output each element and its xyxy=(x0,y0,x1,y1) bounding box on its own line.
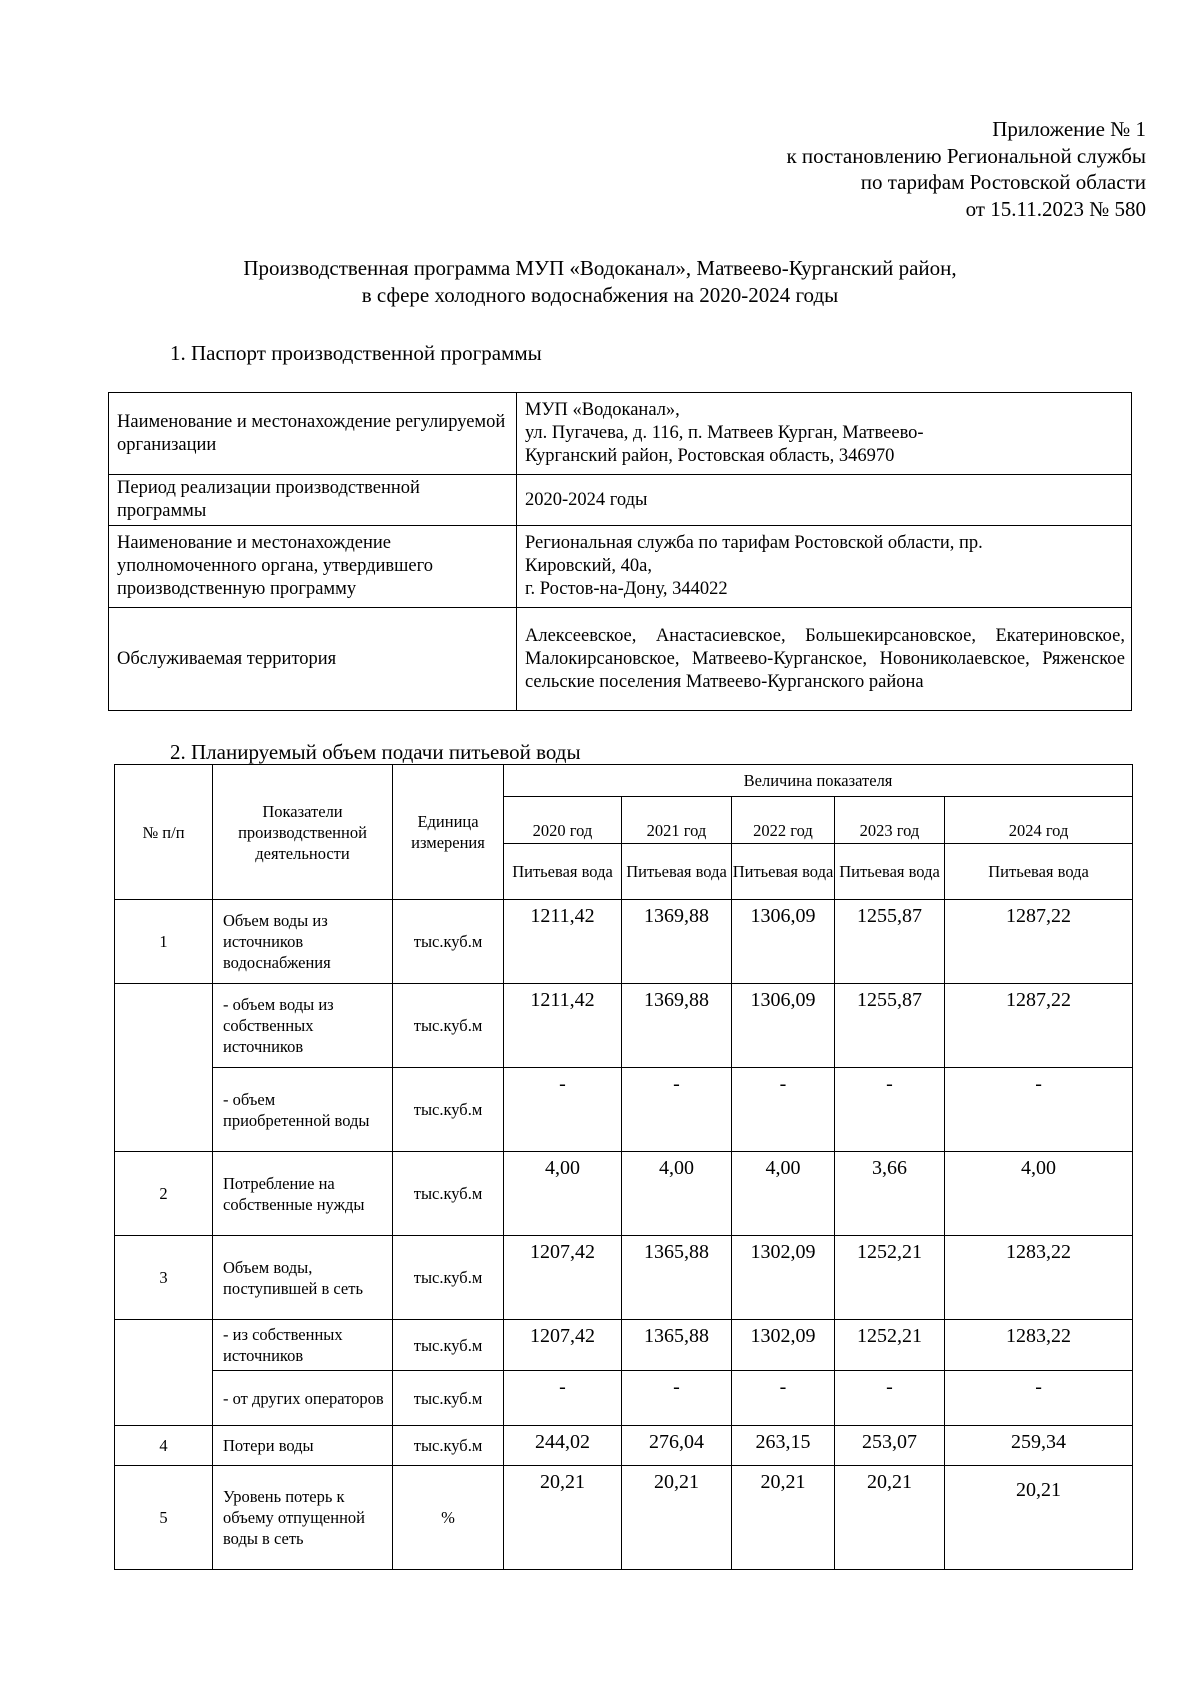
row-value: - xyxy=(835,1068,945,1152)
passport-value-line: Кировский, 40а, xyxy=(525,556,652,576)
passport-value-line: Региональная служба по тарифам Ростовской области, пр. xyxy=(525,533,983,553)
passport-value xyxy=(517,526,1132,608)
section2-heading: 2. Планируемый объем подачи питьевой воды xyxy=(170,740,581,764)
passport-value-line: 2020-2024 годы xyxy=(525,489,648,510)
passport-label: Наименование и местонахождение регулируемой организации xyxy=(109,393,517,475)
row-indicator: - от других операторов xyxy=(213,1371,393,1426)
table-row xyxy=(115,1320,1133,1371)
row-num xyxy=(115,984,213,1068)
row-num xyxy=(115,1068,213,1152)
row-value: 4,00 xyxy=(622,1152,732,1236)
row-indicator: - из собственных источников xyxy=(213,1320,393,1371)
row-value: - xyxy=(835,1371,945,1426)
row-num: 1 xyxy=(115,900,213,984)
row-unit: тыс.куб.м xyxy=(393,984,504,1068)
row-unit: тыс.куб.м xyxy=(393,1320,504,1371)
row-value: 20,21 xyxy=(732,1466,835,1570)
row-value: 244,02 xyxy=(504,1426,622,1466)
row-value: 1207,42 xyxy=(504,1236,622,1320)
header-unit: Единица измерения xyxy=(393,765,504,900)
header-num: № п/п xyxy=(115,765,213,900)
row-value: 20,21 xyxy=(622,1466,732,1570)
appendix-block xyxy=(786,116,1146,222)
row-value: 1306,09 xyxy=(732,900,835,984)
passport-row xyxy=(109,393,1132,475)
passport-row xyxy=(109,526,1132,608)
document-title xyxy=(100,255,1100,309)
row-num xyxy=(115,1320,213,1371)
header-year: 2022 год xyxy=(732,797,835,844)
row-value: 1365,88 xyxy=(622,1236,732,1320)
row-value: 253,07 xyxy=(835,1426,945,1466)
row-value: 1369,88 xyxy=(622,900,732,984)
table-row xyxy=(115,1371,1133,1426)
header-year: 2024 год xyxy=(945,797,1133,844)
header-year: 2023 год xyxy=(835,797,945,844)
row-value: 1211,42 xyxy=(504,900,622,984)
passport-table xyxy=(108,392,1132,711)
row-unit: тыс.куб.м xyxy=(393,1371,504,1426)
title-line-2: в сфере холодного водоснабжения на 2020-2024 годы xyxy=(361,283,839,307)
row-value: 1283,22 xyxy=(945,1320,1133,1371)
row-value: - xyxy=(622,1371,732,1426)
row-value: 276,04 xyxy=(622,1426,732,1466)
table-row xyxy=(115,1426,1133,1466)
passport-value-line: ул. Пугачева, д. 116, п. Матвеев Курган, Матвеево- xyxy=(525,423,924,443)
passport-value xyxy=(517,475,1132,526)
header-value: Величина показателя xyxy=(504,765,1133,797)
section1-heading: 1. Паспорт производственной программы xyxy=(170,341,542,365)
appendix-line-3: по тарифам Ростовской области xyxy=(860,170,1146,194)
row-value: 1287,22 xyxy=(945,900,1133,984)
row-indicator: Потери воды xyxy=(213,1426,393,1466)
table-row xyxy=(115,1152,1133,1236)
passport-label: Наименование и местонахождение уполномоченного органа, утвердившего производственную программу xyxy=(109,526,517,608)
row-unit: тыс.куб.м xyxy=(393,1068,504,1152)
passport-row xyxy=(109,475,1132,526)
passport-value-line: г. Ростов-на-Дону, 344022 xyxy=(525,579,728,599)
row-value: 20,21 xyxy=(504,1466,622,1570)
row-value: - xyxy=(504,1068,622,1152)
title-line-1: Производственная программа МУП «Водоканал», Матвеево-Курганский район, xyxy=(243,256,957,280)
water-volume-table xyxy=(114,764,1133,1570)
row-value: - xyxy=(732,1068,835,1152)
row-unit: тыс.куб.м xyxy=(393,1152,504,1236)
row-value: 263,15 xyxy=(732,1426,835,1466)
row-value: 1255,87 xyxy=(835,984,945,1068)
row-value: 3,66 xyxy=(835,1152,945,1236)
header-water: Питьевая вода xyxy=(732,844,835,900)
passport-row xyxy=(109,608,1132,711)
passport-value-line: МУП «Водоканал», xyxy=(525,400,680,420)
passport-label: Обслуживаемая территория xyxy=(109,608,517,711)
row-value: 1252,21 xyxy=(835,1320,945,1371)
header-indicators: Показатели производственной деятельности xyxy=(213,765,393,900)
row-value: - xyxy=(945,1371,1133,1426)
row-value: 20,21 xyxy=(835,1466,945,1570)
passport-value: Алексеевское, Анастасиевское, Большекирсановское, Екатериновское, Малокирсановское, Матвеево-Курганское, Новониколаевское, Ряженское сельские поселения Матвеево-Курганского района xyxy=(517,608,1132,711)
row-value: 1207,42 xyxy=(504,1320,622,1371)
row-num: 2 xyxy=(115,1152,213,1236)
row-value: 1302,09 xyxy=(732,1236,835,1320)
passport-label: Период реализации производственной программы xyxy=(109,475,517,526)
row-value: 259,34 xyxy=(945,1426,1133,1466)
row-indicator: - объем приобретенной воды xyxy=(213,1068,393,1152)
row-value: 1252,21 xyxy=(835,1236,945,1320)
row-value: 1369,88 xyxy=(622,984,732,1068)
header-year: 2021 год xyxy=(622,797,732,844)
row-value: 4,00 xyxy=(504,1152,622,1236)
row-value: 4,00 xyxy=(945,1152,1133,1236)
header-water: Питьевая вода xyxy=(835,844,945,900)
table-row xyxy=(115,1466,1133,1570)
row-num: 5 xyxy=(115,1466,213,1570)
row-value: 4,00 xyxy=(732,1152,835,1236)
row-value: - xyxy=(732,1371,835,1426)
row-indicator: - объем воды из собственных источников xyxy=(213,984,393,1068)
appendix-line-4: от 15.11.2023 № 580 xyxy=(965,196,1146,221)
row-indicator: Уровень потерь к объему отпущенной воды в сеть xyxy=(213,1466,393,1570)
row-value: 1211,42 xyxy=(504,984,622,1068)
row-value: 1283,22 xyxy=(945,1236,1133,1320)
table-row xyxy=(115,1236,1133,1320)
row-num xyxy=(115,1371,213,1426)
header-water: Питьевая вода xyxy=(622,844,732,900)
row-num: 3 xyxy=(115,1236,213,1320)
header-water: Питьевая вода xyxy=(945,844,1133,900)
passport-value xyxy=(517,393,1132,475)
header-water: Питьевая вода xyxy=(504,844,622,900)
row-unit: тыс.куб.м xyxy=(393,900,504,984)
row-unit: % xyxy=(393,1466,504,1570)
row-value: - xyxy=(945,1068,1133,1152)
row-num: 4 xyxy=(115,1426,213,1466)
header-row xyxy=(115,765,1133,797)
row-value: 1287,22 xyxy=(945,984,1133,1068)
table-row xyxy=(115,984,1133,1068)
row-value: - xyxy=(504,1371,622,1426)
row-value: 1302,09 xyxy=(732,1320,835,1371)
row-value: 1365,88 xyxy=(622,1320,732,1371)
row-value: 20,21 xyxy=(945,1466,1133,1570)
row-unit: тыс.куб.м xyxy=(393,1236,504,1320)
row-indicator: Объем воды, поступившей в сеть xyxy=(213,1236,393,1320)
row-indicator: Потребление на собственные нужды xyxy=(213,1152,393,1236)
header-year: 2020 год xyxy=(504,797,622,844)
passport-value-line: Курганский район, Ростовская область, 346970 xyxy=(525,446,895,466)
row-value: 1306,09 xyxy=(732,984,835,1068)
row-value: - xyxy=(622,1068,732,1152)
table-row xyxy=(115,900,1133,984)
row-indicator: Объем воды из источников водоснабжения xyxy=(213,900,393,984)
row-unit: тыс.куб.м xyxy=(393,1426,504,1466)
row-value: 1255,87 xyxy=(835,900,945,984)
appendix-line-1: Приложение № 1 xyxy=(992,117,1146,141)
appendix-line-2: к постановлению Региональной службы xyxy=(786,143,1146,168)
table-row xyxy=(115,1068,1133,1152)
